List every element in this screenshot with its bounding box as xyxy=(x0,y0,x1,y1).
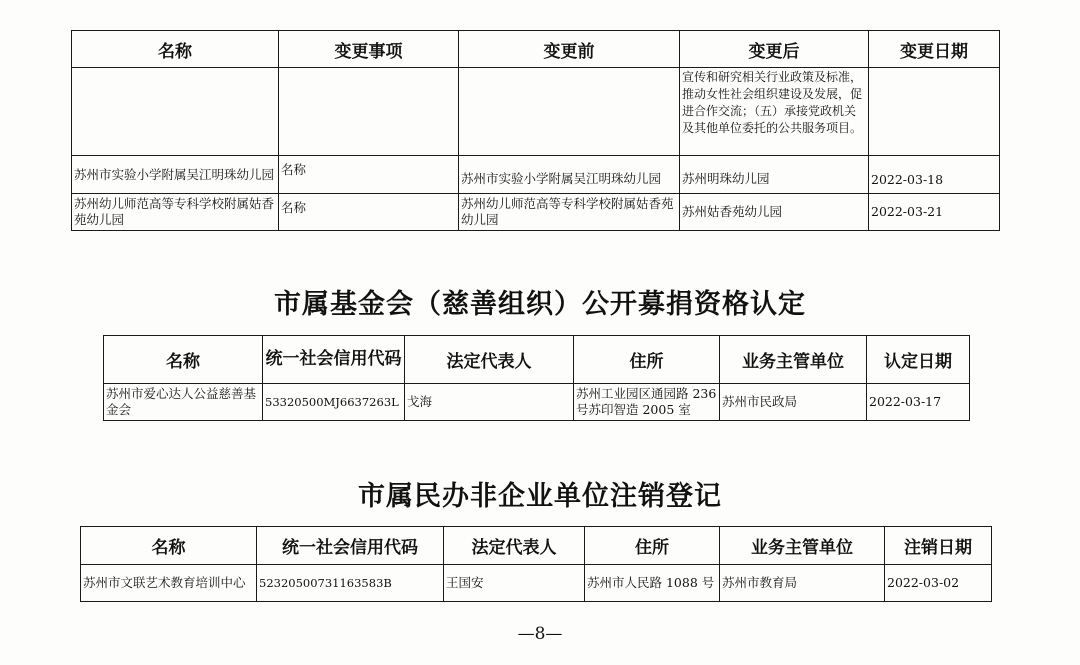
section-title-deregistration: 市属民办非企业单位注销登记 xyxy=(358,481,722,512)
header-address: 住所 xyxy=(574,336,720,384)
header-change-item: 变更事项 xyxy=(279,31,459,68)
cell-after: 苏州姑香苑幼儿园 xyxy=(680,194,869,231)
cell-item: 名称 xyxy=(279,194,459,231)
header-before: 变更前 xyxy=(459,31,680,68)
header-credit-code: 统一社会信用代码 xyxy=(257,527,444,565)
cell-before: 苏州市实验小学附属吴江明珠幼儿园 xyxy=(459,156,680,194)
table-row xyxy=(81,565,992,602)
header-name: 名称 xyxy=(72,31,279,68)
table-header-row xyxy=(81,527,992,565)
cell-item: 名称 xyxy=(279,156,459,194)
header-name: 名称 xyxy=(104,336,263,384)
cell-authority: 苏州市民政局 xyxy=(720,384,867,421)
header-date: 认定日期 xyxy=(867,336,970,384)
cell-name: 苏州市爱心达人公益慈善基金会 xyxy=(104,384,263,421)
cell-name: 苏州市文联艺术教育培训中心 xyxy=(81,565,257,602)
cell-after: 苏州明珠幼儿园 xyxy=(680,156,869,194)
cell-code: 52320500731163583B xyxy=(257,565,444,602)
cell-date: 2022-03-02 xyxy=(885,565,992,602)
cell-name: 苏州市实验小学附属吴江明珠幼儿园 xyxy=(72,156,279,194)
change-registration-table xyxy=(71,30,1000,231)
cell-date: 2022-03-17 xyxy=(867,384,970,421)
header-legal-rep: 法定代表人 xyxy=(444,527,585,565)
cell-code: 53320500MJ6637263L xyxy=(263,384,405,421)
cell-legal-rep: 戈海 xyxy=(405,384,574,421)
header-authority: 业务主管单位 xyxy=(720,527,885,565)
cell-legal-rep: 王国安 xyxy=(444,565,585,602)
cell-address: 苏州工业园区通园路 236 号苏印智造 2005 室 xyxy=(574,384,720,421)
table-row xyxy=(72,156,1000,194)
header-date: 变更日期 xyxy=(869,31,1000,68)
fundraising-qualification-table xyxy=(103,335,970,421)
section-title-fundraising: 市属基金会（慈善组织）公开募捐资格认定 xyxy=(274,289,806,320)
continued-after-text: 宣传和研究相关行业政策及标准，推动女性社会组织建设及发展，促进合作交流；（五）承接党政机关及其他单位委托的公共服务项目。 xyxy=(680,68,869,156)
header-after: 变更后 xyxy=(680,31,869,68)
header-date: 注销日期 xyxy=(885,527,992,565)
header-authority: 业务主管单位 xyxy=(720,336,867,384)
header-address: 住所 xyxy=(585,527,720,565)
table-row xyxy=(72,194,1000,231)
cell-before: 苏州幼儿师范高等专科学校附属姑香苑幼儿园 xyxy=(459,194,680,231)
table-header-row xyxy=(72,31,1000,68)
table-row xyxy=(104,384,970,421)
header-credit-code: 统一社会信用代码 xyxy=(263,336,405,384)
cell-date: 2022-03-18 xyxy=(869,156,1000,194)
cell-address: 苏州市人民路 1088 号 xyxy=(585,565,720,602)
table-header-row xyxy=(104,336,970,384)
cell-authority: 苏州市教育局 xyxy=(720,565,885,602)
table-row xyxy=(72,68,1000,156)
cell-date: 2022-03-21 xyxy=(869,194,1000,231)
deregistration-table xyxy=(80,526,992,602)
page-number: —8— xyxy=(517,624,563,644)
header-name: 名称 xyxy=(81,527,257,565)
cell-name: 苏州幼儿师范高等专科学校附属姑香苑幼儿园 xyxy=(72,194,279,231)
header-legal-rep: 法定代表人 xyxy=(405,336,574,384)
